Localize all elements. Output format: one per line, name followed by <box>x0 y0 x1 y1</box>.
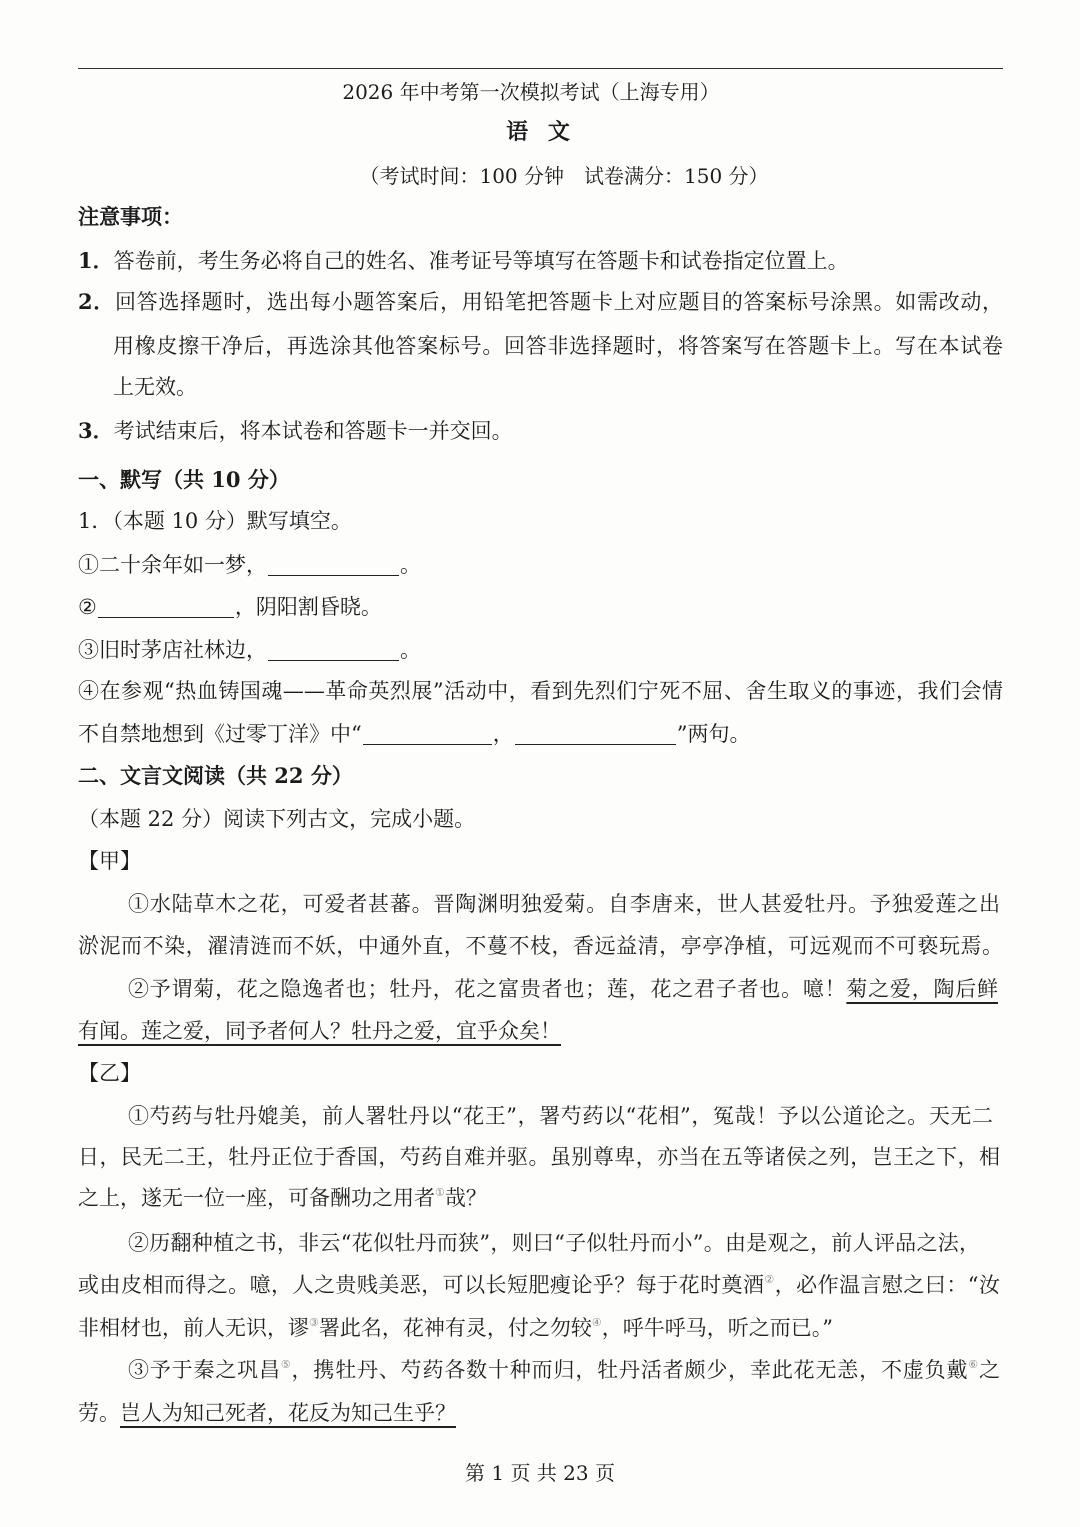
answer-blank <box>515 724 676 745</box>
passage-text: 或由皮相而得之。噫，人之贵贱美恶，可以长短肥瘦论乎？每于花时奠酒 <box>78 1273 765 1297</box>
passage-yi-p3-line-2 <box>78 1398 456 1428</box>
fill-text-after: ”两句。 <box>676 722 751 746</box>
passage-text: 之 <box>979 1358 1000 1382</box>
notice-number: 1． <box>78 248 114 273</box>
passage-jia-p1-line-2: 淤泥而不染，濯清涟而不妖，中通外直，不蔓不枝，香远益清，亭亭净植，可远观而不可亵玩焉。 <box>78 934 1003 958</box>
underlined-text: 岂人为知己死者，花反为知己生乎？ <box>120 1401 456 1425</box>
fill-item-2 <box>78 592 382 622</box>
fill-item-1 <box>78 550 421 580</box>
passage-yi-p1-line-3 <box>78 1183 487 1213</box>
passage-jia-label: 【甲】 <box>78 849 141 873</box>
notice-text: 回答选择题时，选出每小题答案后，用铅笔把答题卡上对应题目的答案标号涂黑。如需改动， <box>114 290 1003 314</box>
passage-yi-p1-line-2: 日，民无二王，牡丹正位于香国，芍药自难并驱。虽别尊卑，亦当在五等诸侯之列，岂王之下，相 <box>78 1145 1000 1169</box>
answer-blank <box>363 724 492 745</box>
notice-number: 2． <box>78 289 115 314</box>
exam-title: 2026 年中考第一次模拟考试（上海专用） <box>342 80 720 104</box>
notice-item-2-line-2: 用橡皮擦干净后，再选涂其他答案标号。回答非选择题时，将答案写在答题卡上。写在本试卷 <box>113 334 1003 358</box>
footnote-marker: ④ <box>591 1316 602 1329</box>
notice-text: 答卷前，考生务必将自己的姓名、准考证号等填写在答题卡和试卷指定位置上。 <box>113 249 849 273</box>
fill-text-after: 。 <box>400 553 421 577</box>
underlined-text: 菊之爱，陶后鲜 <box>846 977 998 1001</box>
passage-text: ③予于秦之巩昌 <box>128 1358 281 1382</box>
footnote-marker: ② <box>764 1273 775 1286</box>
passage-jia-p2-line-2 <box>78 1016 561 1046</box>
page-number: 第 1 页 共 23 页 <box>465 1461 615 1485</box>
fill-text-before: ③旧时茅店社林边， <box>78 638 267 662</box>
notice-item-2-line-3: 上无效。 <box>113 375 197 399</box>
passage-yi-label: 【乙】 <box>78 1061 141 1085</box>
passage-yi-p3-line-1 <box>128 1355 1000 1385</box>
footnote-marker: ③ <box>309 1316 319 1329</box>
passage-text: 署此名，花神有灵，付之勿较 <box>318 1316 592 1340</box>
passage-text: ，呼牛呼马，听之而已。” <box>601 1316 833 1340</box>
fill-item-4-line-1: ④在参观“热血铸国魂——革命英烈展”活动中，看到先烈们宁死不屈、舍生取义的事迹，我们会情 <box>78 679 1003 703</box>
notice-heading: 注意事项： <box>78 204 183 229</box>
footnote-marker: ① <box>435 1186 445 1199</box>
header-rule <box>78 68 1003 69</box>
section-2-heading: 二、文言文阅读（共 22 分） <box>78 763 353 788</box>
fill-text-after: 。 <box>400 638 421 662</box>
fill-text-mid: ， <box>492 722 514 746</box>
section-2-intro: （本题 22 分）阅读下列古文，完成小题。 <box>78 807 476 831</box>
fill-text-before: 不自禁地想到《过零丁洋》中“ <box>78 722 362 746</box>
subject-title: 语 文 <box>506 119 576 145</box>
answer-blank <box>268 640 399 661</box>
passage-text: 之上，遂无一位一座，可备酬功之用者 <box>78 1186 435 1210</box>
footnote-marker: ⑥ <box>968 1358 979 1371</box>
passage-text: ②予谓菊，花之隐逸者也；牡丹，花之富贵者也；莲，花之君子者也。噫！ <box>128 977 847 1001</box>
fill-text-before: ② <box>78 595 97 619</box>
notice-item-1 <box>78 246 849 276</box>
fill-item-3 <box>78 635 421 665</box>
notice-item-3 <box>78 416 513 446</box>
answer-blank <box>268 555 399 576</box>
section-1-heading: 一、默写（共 10 分） <box>78 467 290 492</box>
passage-text: 劳。 <box>78 1401 120 1425</box>
passage-text: 哉？ <box>444 1186 487 1210</box>
exam-info: （考试时间：100 分钟 试卷满分：150 分） <box>359 164 769 188</box>
notice-text: 考试结束后，将本试卷和答题卡一并交回。 <box>113 419 513 443</box>
passage-jia-p1-line-1: ①水陆草木之花，可爱者甚蕃。晋陶渊明独爱菊。自李唐来，世人甚爱牡丹。予独爱莲之出 <box>128 892 1000 916</box>
footnote-marker: ⑤ <box>280 1358 292 1371</box>
passage-text: ，携牡丹、芍药各数十种而归，牡丹活者颇少，幸此花无恙，不虚负戴 <box>291 1358 969 1382</box>
fill-text-after: ，阴阳割昏晓。 <box>234 595 382 619</box>
notice-number: 3． <box>78 418 114 443</box>
answer-blank <box>98 597 234 618</box>
passage-yi-p2-line-2 <box>78 1270 1000 1300</box>
question-1-prompt: 1．（本题 10 分）默写填空。 <box>78 509 352 533</box>
passage-yi-p1-line-1: ①芍药与牡丹媲美，前人署牡丹以“花王”，署芍药以“花相”，冤哉！予以公道论之。天无二 <box>128 1104 993 1128</box>
passage-text: ，必作温言慰之曰：“汝 <box>774 1273 1000 1297</box>
fill-item-4-line-2 <box>78 719 751 749</box>
fill-text-before: ①二十余年如一梦， <box>78 553 267 577</box>
passage-jia-p2-line-1 <box>128 974 998 1004</box>
notice-item-2 <box>78 287 1003 317</box>
passage-yi-p2-line-3 <box>78 1313 833 1343</box>
passage-yi-p2-line-1: ②历翻种植之书，非云“花似牡丹而狭”，则曰“子似牡丹而小”。由是观之，前人评品之法， <box>128 1231 980 1255</box>
passage-text: 非相材也，前人无识，谬 <box>78 1316 309 1340</box>
underlined-text: 有闻。莲之爱，同予者何人？牡丹之爱，宜乎众矣！ <box>78 1019 561 1043</box>
